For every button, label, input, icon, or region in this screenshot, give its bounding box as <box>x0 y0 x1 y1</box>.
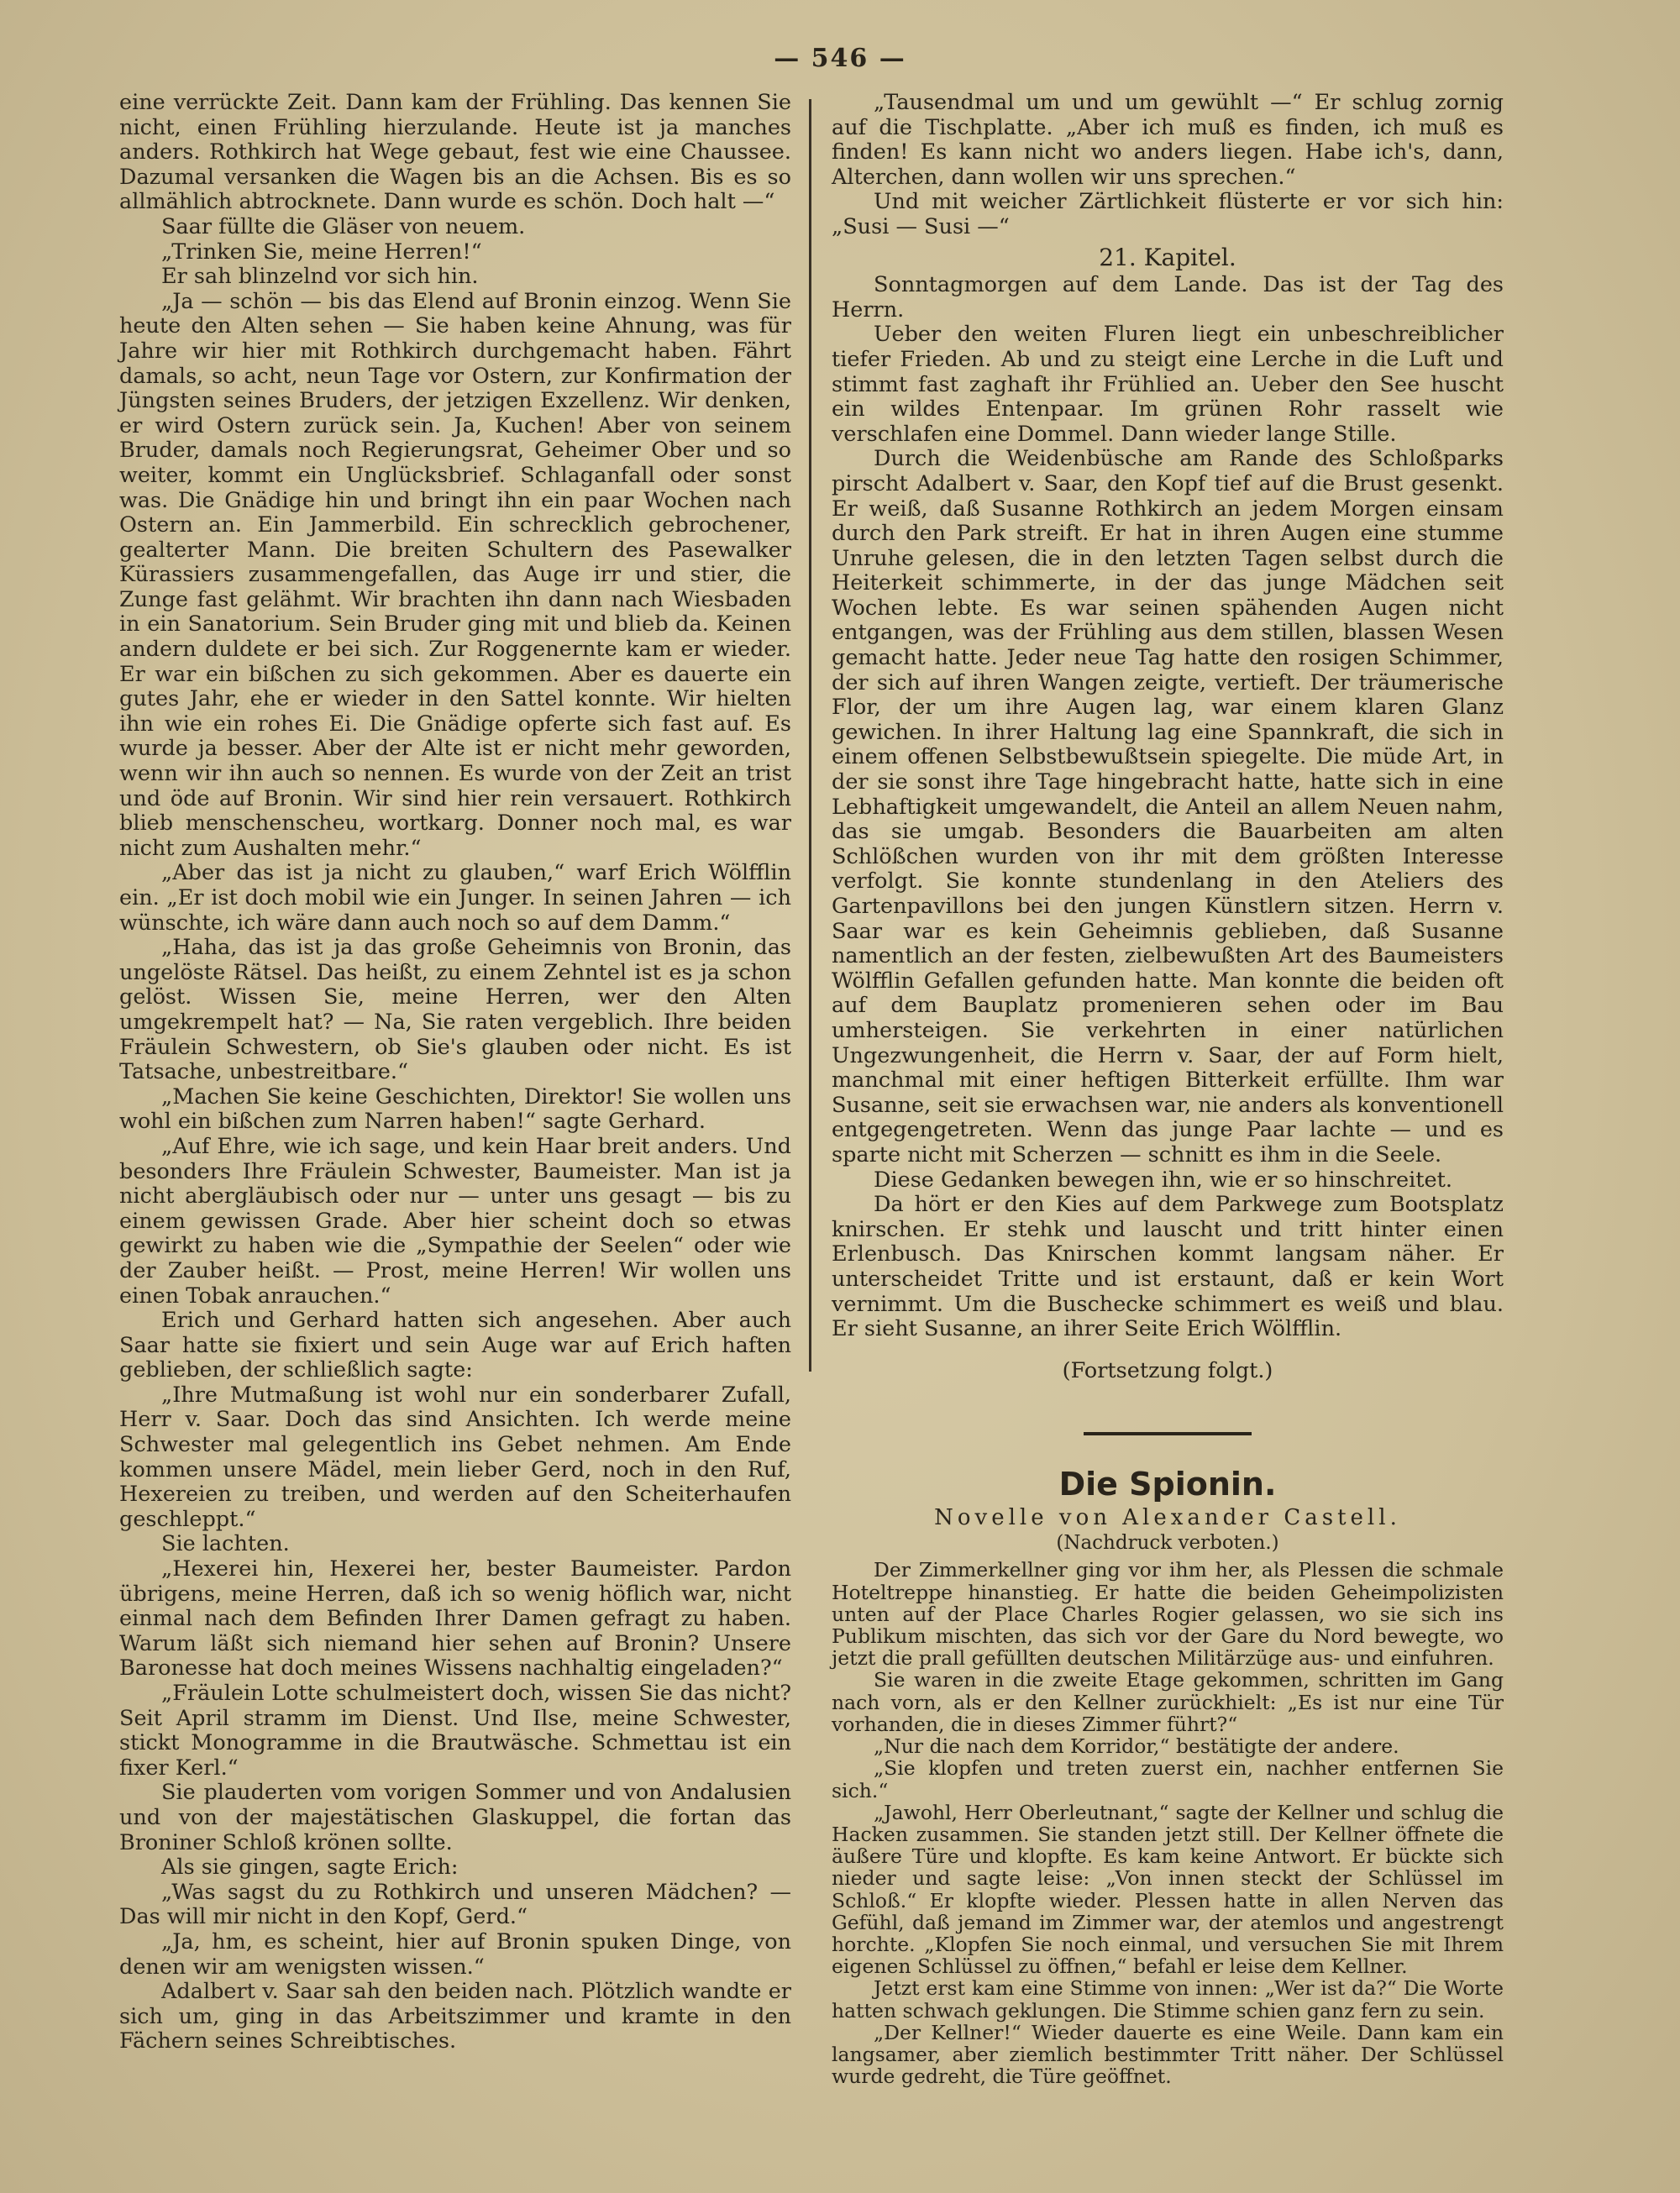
story-title: Die Spionin. <box>1058 1466 1277 1503</box>
paragraph: Jetzt erst kam eine Stimme von innen: „Wer ist da?“ Die Worte hatten schwach geklungen. Die Stimme schien ganz fern zu sein. <box>832 1976 1504 2022</box>
paragraph: Ueber den weiten Fluren liegt ein unbeschreiblicher tiefer Frieden. Ab und zu steigt eine Lerche in die Luft und stimmt fast zaghaft ihr Frühlied an. Ueber den See huscht ein wildes Entenpaar. Im grünen Rohr rasselt wie verschlafen eine Dommel. Dann wieder lange Stille. <box>832 322 1504 447</box>
paragraph: „Was sagst du zu Rothkirch und unseren Mädchen? — Das will mir nicht in den Kopf, Gerd.“ <box>119 1879 791 1930</box>
paragraph: „Jawohl, Herr Oberleutnant,“ sagte der Kellner und schlug die Hacken zusammen. Sie standen jetzt still. Der Kellner öffnete die äußere Türe und klopfte. Es kam keine Antwort. Er bückte sich nieder und sagte leise: „Von innen steckt der Schlüssel im Schloß.“ Er klopfte wieder. Plessen hatte in allen Nerven das Gefühl, daß jemand im Zimmer war, der atemlos und angestrengt horchte. „Klopfen Sie noch einmal, und versuchen Sie mit Ihrem eigenen Schlüssel zu öffnen,“ befahl er leise dem Kellner. <box>832 1800 1504 1979</box>
paragraph: „Ja, hm, es scheint, hier auf Bronin spuken Dinge, von denen wir am wenigsten wissen.“ <box>119 1928 791 1980</box>
paragraph: „Auf Ehre, wie ich sage, und kein Haar breit anders. Und besonders Ihre Fräulein Schwester, Baumeister. Man ist ja nicht abergläubisch oder nur — unter uns gesagt — bis zu einem gewissen Grade. Aber hier scheint doch so etwas gewirkt zu haben wie die „Sympathie der Seelen“ oder wie der Zauber heißt. — Prost, meine Herren! Wir wollen uns einen Tobak anrauchen.“ <box>119 1133 791 1309</box>
section-separator <box>1084 1432 1252 1435</box>
paragraph: Der Zimmerkellner ging vor ihm her, als Plessen die schmale Hoteltreppe hinanstieg. Er hatte die beiden Geheimpolizisten unten auf der Place Charles Rogier gelassen, wo sie sich ins Publikum mischten, das sich vor der Gare du Nord bewegte, wo jetzt die prall gefüllten deutschen Militärzüge aus- und einfuhren. <box>832 1558 1504 1671</box>
to-be-continued: (Fortsetzung folgt.) <box>1062 1357 1273 1383</box>
paragraph: Saar füllte die Gläser von neuem. <box>161 213 526 239</box>
reprint-note: (Nachdruck verboten.) <box>1056 1531 1279 1554</box>
paragraph: Diese Gedanken bewegen ihn, wie er so hinschreitet. <box>874 1167 1452 1193</box>
story-body <box>832 1559 1504 2087</box>
left-column <box>119 91 791 2054</box>
story-author: Novelle von Alexander Castell. <box>934 1505 1401 1531</box>
paragraph: „Der Kellner!“ Wieder dauerte es eine Weile. Dann kam ein langsamer, aber ziemlich bestimmter Tritt näher. Der Schlüssel wurde gedreht, die Türe geöffnet. <box>832 2020 1504 2089</box>
paragraph: „Trinken Sie, meine Herren!“ <box>161 239 482 265</box>
paragraph: Sie waren in die zweite Etage gekommen, schritten im Gang nach vorn, als er den Kellner zurückhielt: „Es ist nur eine Tür vorhanden, die in dieses Zimmer führt?“ <box>832 1668 1504 1736</box>
paragraph: Sie lachten. <box>161 1531 290 1557</box>
paragraph: Sonntagmorgen auf dem Lande. Das ist der Tag des Herrn. <box>832 272 1504 323</box>
paragraph: „Ihre Mutmaßung ist wohl nur ein sonderbarer Zufall, Herr v. Saar. Doch das sind Ansichten. Ich werde meine Schwester mal gelegentlich ins Gebet nehmen. Am Ende kommen unsere Mädel, mein lieber Gerd, noch in den Ruf, Hexereien zu treiben, und werden auf den Scheiterhaufen geschleppt.“ <box>119 1382 791 1532</box>
page-number: — 546 — <box>774 44 906 73</box>
chapter-heading: 21. Kapitel. <box>1099 243 1236 271</box>
paragraph: „Tausendmal um und um gewühlt —“ Er schlug zornig auf die Tischplatte. „Aber ich muß es finden, ich muß es finden! Es kann nicht wo anders liegen. Habe ich's, dann, Alterchen, dann wollen wir uns sprechen.“ <box>832 90 1504 190</box>
paragraph: Als sie gingen, sagte Erich: <box>161 1855 459 1881</box>
paragraph: eine verrückte Zeit. Dann kam der Frühling. Das kennen Sie nicht, einen Frühling hierzulande. Heute ist ja manches anders. Rothkirch hat Wege gebaut, fest wie eine Chaussee. Dazumal versanken die Wagen bis an die Achsen. Bis es so allmählich abtrocknete. Dann wurde es schön. Doch halt —“ <box>119 90 791 215</box>
paragraph: Und mit weicher Zärtlichkeit flüsterte er vor sich hin: „Susi — Susi —“ <box>832 189 1504 239</box>
paragraph: „Fräulein Lotte schulmeistert doch, wissen Sie das nicht? Seit April stramm im Dienst. Und Ilse, meine Schwester, stickt Monogramme in die Brautwäsche. Schmettau ist ein fixer Kerl.“ <box>119 1681 791 1781</box>
paragraph: Erich und Gerhard hatten sich angesehen. Aber auch Saar hatte sie fixiert und sein Auge war auf Erich haften geblieben, der schließlich sagte: <box>119 1308 791 1383</box>
paragraph: Durch die Weidenbüsche am Rande des Schloßparks pirscht Adalbert v. Saar, den Kopf tief auf die Brust gesenkt. Er weiß, daß Susanne Rothkirch an jedem Morgen einsam durch den Park streift. Er hat in ihren Augen eine stumme Unruhe gelesen, die in den letzten Tagen selbst durch die Heiterkeit schimmerte, in der das junge Mädchen seit Wochen lebte. Es war seinen spähenden Augen nicht entgangen, was der Frühling aus dem stillen, blassen Wesen gemacht hatte. Jeder neue Tag hatte den rosigen Schimmer, der sich auf ihren Wangen zeigte, vertieft. Der träumerische Flor, der um ihre Augen lag, war einem klaren Glanz gewichen. In ihrer Haltung lag eine Spannkraft, die sich in einem offenen Selbstbewußtsein spiegelte. Die müde Art, in der sie sonst ihre Tage hingebracht hatte, hatte sich in eine Lebhaftigkeit umgewandelt, die Anteil an allem Neuen nahm, das sie umgab. Besonders die Bauarbeiten am alten Schlößchen wurden von ihr mit dem größten Interesse verfolgt. Sie konnte stundenlang in den Ateliers des Gartenpavillons bei den jungen Künstlern sitzen. Herrn v. Saar war es kein Geheimnis geblieben, daß Susanne namentlich an der festen, zielbewußten Art des Baumeisters Wölfflin Gefallen gefunden hatte. Man konnte die beiden oft auf dem Bauplatz promenieren sehen oder im Bau umhersteigen. Sie verkehrten in einer natürlichen Ungezwungenheit, die Herrn v. Saar, der auf Form hielt, manchmal mit einer heftigen Bitterkeit erfüllte. Ihm war Susanne, seit sie erwachsen war, nie anders als konventionell entgegengetreten. Wenn das junge Paar lachte — und es sparte nicht mit Scherzen — schnitt es ihm in die Seele. <box>832 446 1504 1167</box>
paragraph: „Machen Sie keine Geschichten, Direktor! Sie wollen uns wohl ein bißchen zum Narren haben!“ sagte Gerhard. <box>119 1083 791 1135</box>
paragraph: Er sah blinzelnd vor sich hin. <box>161 264 479 290</box>
paragraph: „Aber das ist ja nicht zu glauben,“ warf Erich Wölfflin ein. „Er ist doch mobil wie ein Junger. In seinen Jahren — ich wünschte, ich wäre dann auch noch so auf dem Damm.“ <box>119 860 791 936</box>
paragraph: „Haha, das ist ja das große Geheimnis von Bronin, das ungelöste Rätsel. Das heißt, zu einem Zehntel ist es ja schon gelöst. Wissen Sie, meine Herren, wer den Alten umgekrempelt hat? — Na, Sie raten vergeblich. Ihre beiden Fräulein Schwestern, ob Sie's glauben oder nicht. Es ist Tatsache, unbestreitbare.“ <box>119 935 791 1085</box>
right-column <box>832 91 1504 2087</box>
paragraph: „Sie klopfen und treten zuerst ein, nachher entfernen Sie sich.“ <box>832 1756 1504 1802</box>
paragraph: Da hört er den Kies auf dem Parkwege zum Bootsplatz knirschen. Er stehk und lauscht und tritt hinter einen Erlenbusch. Das Knirschen kommt langsam näher. Er unterscheidet Tritte und ist erstaunt, daß er kein Wort vernimmt. Um die Buschecke schimmert es weiß und blau. Er sieht Susanne, an ihrer Seite Erich Wölfflin. <box>832 1192 1504 1342</box>
paragraph: „Hexerei hin, Hexerei her, bester Baumeister. Pardon übrigens, meine Herren, daß ich so wenig höflich war, nicht einmal nach dem Befinden Ihrer Damen gefragt zu haben. Warum läßt sich niemand hier sehen auf Bronin? Unsere Baronesse hat doch meines Wissens nachhaltig eingeladen?“ <box>119 1556 791 1681</box>
chapter-text <box>832 273 1504 1342</box>
serial-continuation <box>832 91 1504 240</box>
paragraph: Sie plauderten vom vorigen Sommer und von Andalusien und von der majestätischen Glaskuppel, die fortan das Broniner Schloß krönen sollte. <box>119 1780 791 1855</box>
column-divider <box>809 99 811 1372</box>
paragraph: „Ja — schön — bis das Elend auf Bronin einzog. Wenn Sie heute den Alten sehen — Sie haben keine Ahnung, was für Jahre wir hier mit Rothkirch durchgemacht haben. Fährt damals, so acht, neun Tage vor Ostern, zur Konfirmation der Jüngsten seines Bruders, der jetzigen Exzellenz. Wir denken, er wird Ostern zurück sein. Ja, Kuchen! Aber von seinem Bruder, damals noch Regierungsrat, Geheimer Ober und so weiter, kommt ein Unglücksbrief. Schlaganfall oder sonst was. Die Gnädige hin und bringt ihn ein paar Wochen nach Ostern an. Ein Jammerbild. Ein schrecklich gebrochener, gealterter Mann. Die breiten Schultern des Pasewalker Kürassiers zusammengefallen, das Auge irr und stier, die Zunge fast gelähmt. Wir brachten ihn dann nach Wiesbaden in ein Sanatorium. Sein Bruder ging mit und blieb da. Keinen andern duldete er bei sich. Zur Roggenernte kam er wieder. Er war ein bißchen zu sich gekommen. Aber es dauerte ein gutes Jahr, ehe er wieder in den Sattel konnte. Wir hielten ihn wie ein rohes Ei. Die Gnädige opferte sich fast auf. Es wurde ja besser. Aber der Alte ist er nicht mehr geworden, wenn wir ihn auch so nennen. Es wurde von der Zeit an trist und öde auf Bronin. Wir sind hier rein versauert. Rothkirch blieb menschenscheu, wortkarg. Donner noch mal, es war nicht zum Aushalten mehr.“ <box>119 288 791 861</box>
paragraph: „Nur die nach dem Korridor,“ bestätigte der andere. <box>874 1734 1399 1759</box>
paragraph: Adalbert v. Saar sah den beiden nach. Plötzlich wandte er sich um, ging in das Arbeitszimmer und kramte in den Fächern seines Schreibtisches. <box>119 1979 791 2054</box>
